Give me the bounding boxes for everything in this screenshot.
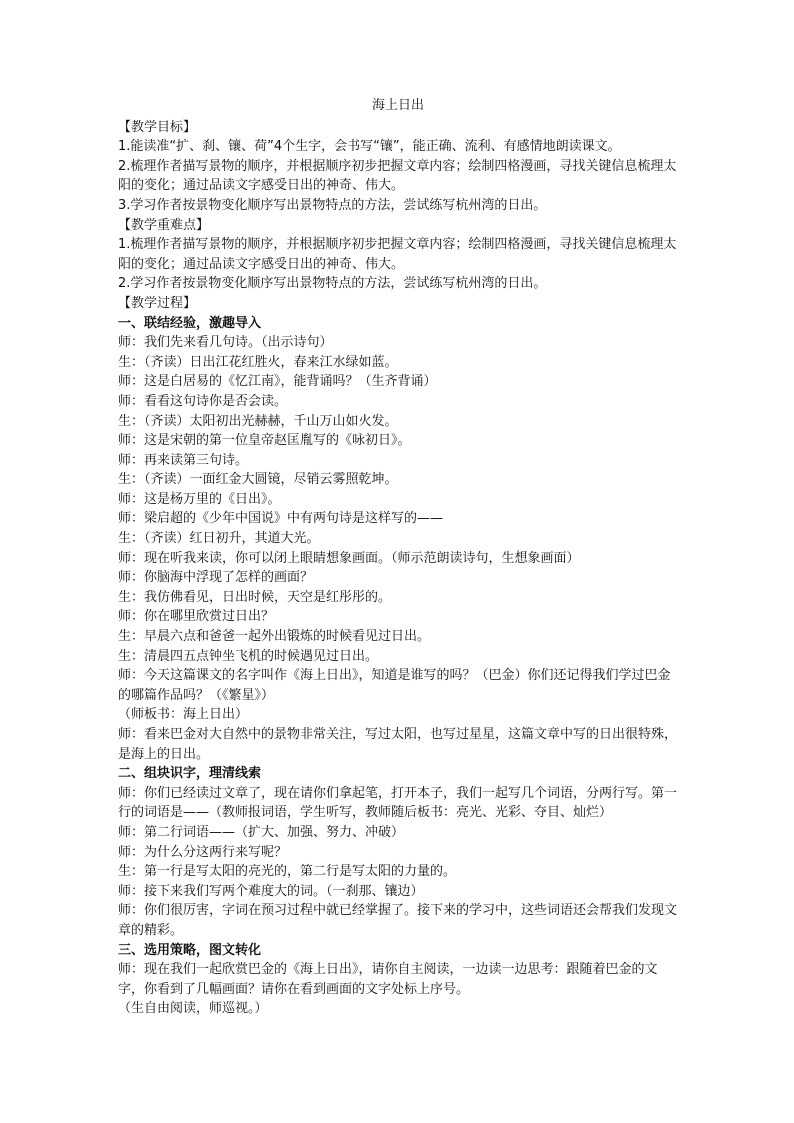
paragraph: 师：第二行词语——（扩大、加强、努力、冲破） — [118, 824, 405, 840]
paragraph: 生：（齐读）日出江花红胜火，春来江水绿如蓝。 — [118, 354, 398, 370]
paragraph: 生：我仿佛看见，日出时候，天空是红彤彤的。 — [118, 589, 392, 605]
paragraph: 师：你在哪里欣赏过日出？ — [118, 609, 275, 625]
paragraph: 师：你脑海中浮现了怎样的画面？ — [118, 570, 314, 586]
paragraph: 师：这是白居易的《忆江南》，能背诵吗？（生齐背诵） — [118, 374, 437, 390]
paragraph: 生：第一行是写太阳的亮光的，第二行是写太阳的力量的。 — [118, 864, 457, 880]
paragraph: 师：为什么分这两行来写呢？ — [118, 844, 288, 860]
section-heading: 二、组块识字，理清线索 — [118, 766, 262, 782]
paragraph: 生：（齐读）太阳初出光赫赫，千山万山如火发。 — [118, 413, 398, 429]
paragraph: 生：清晨四五点钟坐飞机的时候遇见过日出。 — [118, 648, 379, 664]
paragraph: 师：接下来我们写两个难度大的词。（一刹那、镶边） — [118, 883, 424, 899]
paragraph: 师：现在我们一起欣赏巴金的《海上日出》，请你自主阅读，一边读一边思考：跟随着巴金的文字，你看到了几幅画面？请你在看到画面的文字处标上序号。 — [118, 962, 658, 997]
paragraph: 师：看看这句诗你是否会读。 — [118, 393, 288, 409]
paragraph: 师：看来巴金对大自然中的景物非常关注，写过太阳，也写过星星，这篇文章中写的日出很特殊，是海上的日出。 — [118, 727, 678, 762]
paragraph: 师：这是宋朝的第一位皇帝赵匡胤写的《咏初日》。 — [118, 433, 411, 449]
paragraph: 【教学过程】 — [118, 295, 197, 311]
paragraph: 2.学习作者按景物变化顺序写出景物特点的方法，尝试练写杭州湾的日出。 — [118, 276, 547, 292]
paragraph: （师板书：海上日出） — [118, 707, 249, 723]
document-title: 海上日出 — [371, 98, 424, 113]
paragraph: 师：你们已经读过文章了，现在请你们拿起笔，打开本子，我们一起写几个词语，分两行写。第一行的词语是——（教师报词语，学生听写，教师随后板书：亮光、光彩、夺目、灿烂） — [118, 785, 678, 821]
document-body — [118, 118, 678, 1019]
paragraph: 3.学习作者按景物变化顺序写出景物特点的方法，尝试练写杭州湾的日出。 — [118, 197, 547, 213]
paragraph: 师：我们先来看几句诗。（出示诗句） — [118, 335, 333, 351]
paragraph: 师：今天这篇课文的名字叫作《海上日出》，知道是谁写的吗？（巴金）你们还记得我们学过巴金的哪篇作品吗？（《繁星》） — [118, 668, 671, 703]
paragraph: 1.梳理作者描写景物的顺序，并根据顺序初步把握文章内容；绘制四格漫画，寻找关键信息梳理太阳的变化；通过品读文字感受日出的神奇、伟大。 — [118, 237, 677, 272]
paragraph: 师：这是杨万里的《日出》。 — [118, 491, 281, 507]
section-heading: 三、选用策略，图文转化 — [118, 942, 262, 958]
section-heading: 一、联结经验，激趣导入 — [118, 315, 262, 331]
paragraph: 2.梳理作者描写景物的顺序，并根据顺序初步把握文章内容；绘制四格漫画，寻找关键信息梳理太阳的变化；通过品读文字感受日出的神奇、伟大。 — [118, 158, 677, 194]
paragraph: （生自由阅读，师巡视。） — [118, 1001, 268, 1017]
paragraph: 师：现在听我来读，你可以闭上眼睛想象画面。（师示范朗读诗句，生想象画面） — [118, 550, 580, 566]
paragraph: 师：再来读第三句诗。 — [118, 452, 249, 468]
paragraph: 【教学重难点】 — [118, 217, 210, 233]
paragraph: 生：（齐读）一面红金大圆镜，尽销云雾照乾坤。 — [118, 472, 398, 488]
paragraph: 师：你们很厉害，字词在预习过程中就已经掌握了。接下来的学习中，这些词语还会帮我们发现文章的精彩。 — [118, 903, 678, 938]
paragraph: 师：梁启超的《少年中国说》中有两句诗是这样写的—— — [118, 511, 444, 527]
document-page — [118, 96, 678, 1019]
paragraph: 生：早晨六点和爸爸一起外出锻炼的时候看见过日出。 — [118, 629, 431, 645]
paragraph: 生：（齐读）红日初升，其道大光。 — [118, 531, 320, 547]
paragraph: 1.能读准“扩、刹、镶、荷”4个生字，会书写“镶”，能正确、流利、有感情地朗读课文。 — [118, 139, 621, 155]
paragraph: 【教学目标】 — [118, 119, 197, 135]
